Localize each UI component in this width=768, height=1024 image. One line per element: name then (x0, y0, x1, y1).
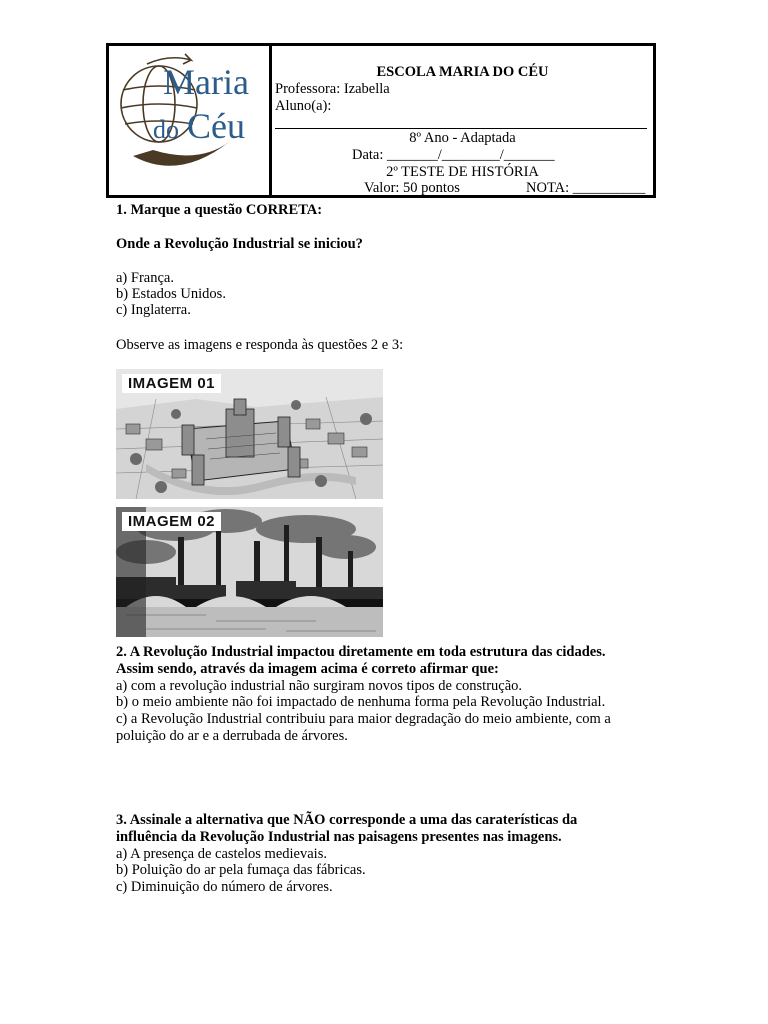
image-01-castle (116, 369, 383, 499)
q2-option-a[interactable]: a) com a revolução industrial não surgiram novos tipos de construção. (116, 678, 523, 694)
school-logo (109, 46, 272, 195)
q2-option-c[interactable]: c) a Revolução Industrial contribuiu para maior degradação do meio ambiente, com a (116, 711, 611, 727)
header-box (106, 43, 656, 198)
q1-option-a[interactable]: a) França. (116, 270, 174, 286)
q2-option-c-cont: poluição do ar e a derrubada de árvores. (116, 728, 348, 744)
image-02-industrial (116, 507, 383, 637)
q3-line2: influência da Revolução Industrial nas paisagens presentes nas imagens. (116, 829, 562, 845)
q2-line2: Assim sendo, através da imagem acima é correto afirmar que: (116, 661, 499, 677)
score-field[interactable]: NOTA: __________ (526, 180, 646, 196)
q1-option-c[interactable]: c) Inglaterra. (116, 302, 191, 318)
logo-word-maria: Maria (163, 62, 249, 102)
q1-option-b[interactable]: b) Estados Unidos. (116, 286, 226, 302)
logo-word-ceu: Céu (187, 106, 245, 146)
logo-word-do: do (153, 115, 179, 144)
instruction: Observe as imagens e responda às questões 2 e 3: (116, 337, 404, 353)
school-name: ESCOLA MARIA DO CÉU (376, 64, 549, 80)
image-02-label: IMAGEM 02 (122, 512, 221, 531)
q2-line1: 2. A Revolução Industrial impactou diretamente em toda estrutura das cidades. (116, 644, 606, 660)
q3-option-b[interactable]: b) Poluição do ar pela fumaça das fábricas. (116, 862, 366, 878)
q3-option-c[interactable]: c) Diminuição do número de árvores. (116, 879, 333, 895)
test-value: Valor: 50 pontos (364, 180, 460, 196)
q3-line1: 3. Assinale a alternativa que NÃO corresponde a uma das caraterísticas da (116, 812, 578, 828)
q3-option-a[interactable]: a) A presença de castelos medievais. (116, 846, 327, 862)
name-line (275, 128, 647, 129)
q2-option-b[interactable]: b) o meio ambiente não foi impactado de nenhuma forma pela Revolução Industrial. (116, 694, 606, 710)
q1-title: 1. Marque a questão CORRETA: (116, 202, 323, 218)
grade-level: 8º Ano - Adaptada (409, 130, 516, 146)
q1-question: Onde a Revolução Industrial se iniciou? (116, 236, 363, 252)
header-info (272, 46, 653, 195)
teacher-name: Professora: Izabella (275, 81, 390, 97)
student-field[interactable]: Aluno(a): (275, 98, 332, 114)
test-title: 2º TESTE DE HISTÓRIA (386, 164, 539, 180)
image-01-label: IMAGEM 01 (122, 374, 221, 393)
date-field[interactable]: Data: _______/________/_______ (352, 147, 555, 163)
